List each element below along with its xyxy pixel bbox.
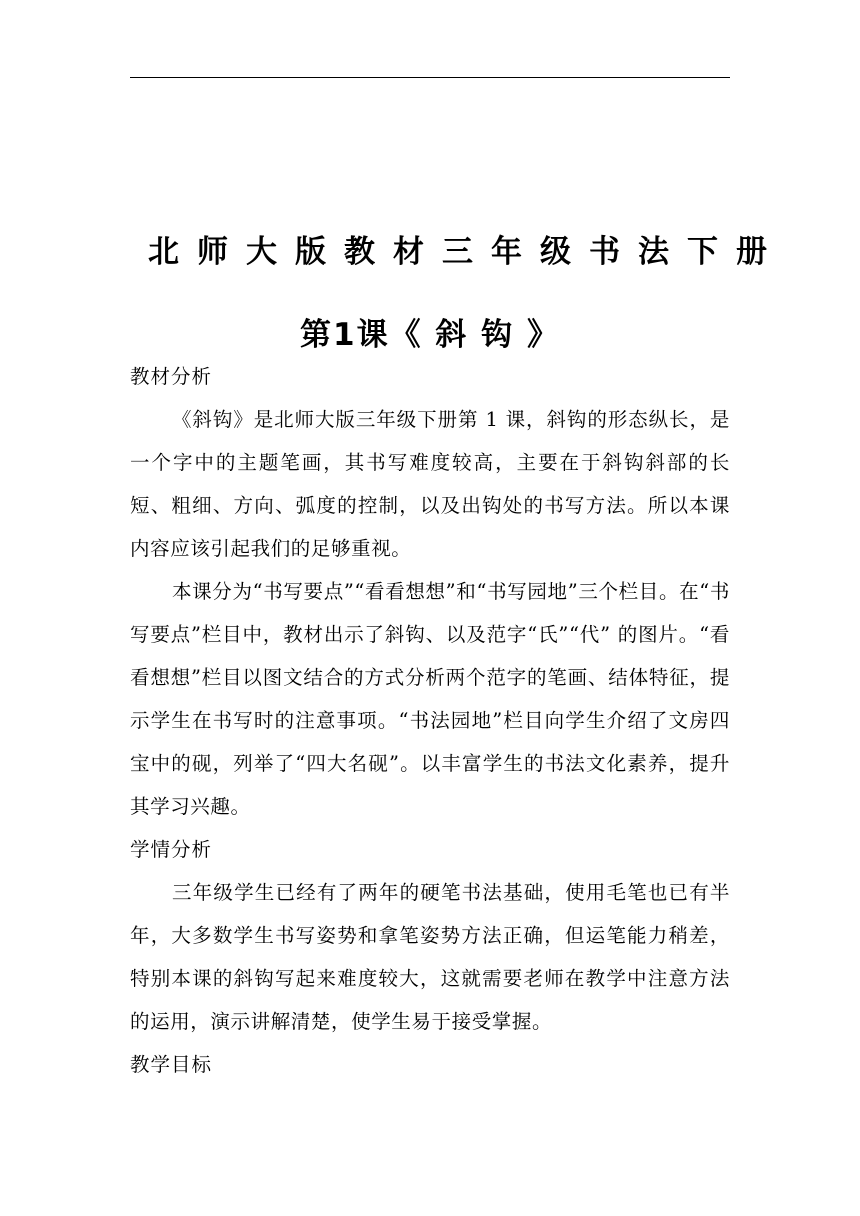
header-rule	[130, 77, 730, 78]
section-heading: 教学目标	[130, 1053, 213, 1076]
lesson-title: 第1课《 斜 钩 》	[300, 317, 560, 353]
document-body	[130, 355, 730, 1086]
paragraph: 三年级学生已经有了两年的硬笔书法基础，使用毛笔也已有半年，大多数学生书写姿势和拿笔姿势方法正确，但运笔能力稍差，特别本课的斜钩写起来难度较大，这就需要老师在教学中注意方法的运用，演示讲解清楚，使学生易于接受掌握。	[130, 881, 730, 1033]
section-textbook-analysis	[130, 355, 730, 828]
section-student-analysis	[130, 828, 730, 1043]
paragraph: 本课分为“书写要点”“看看想想”和“书写园地”三个栏目。在“书写要点”栏目中，教材出示了斜钩、以及范字“氏”“代” 的图片。“看看想想”栏目以图文结合的方式分析两个范字的笔画、结体特征，提示学生在书写时的注意事项。“书法园地”栏目向学生介绍了文房四宝中的砚，列举了“四大名砚”。以丰富学生的书法文化素养，提升其学习兴趣。	[130, 580, 730, 818]
section-heading: 教材分析	[130, 365, 213, 388]
section-heading: 学情分析	[130, 838, 213, 861]
section-teaching-goals	[130, 1043, 730, 1086]
paragraph: 《斜钩》是北师大版三年级下册第 1 课，斜钩的形态纵长，是一个字中的主题笔画，其书写难度较高，主要在于斜钩斜部的长短、粗细、方向、弧度的控制，以及出钩处的书写方法。所以本课内容应该引起我们的足够重视。	[130, 408, 730, 560]
document-title: 北师大版教材三年级书法下册	[148, 234, 785, 270]
